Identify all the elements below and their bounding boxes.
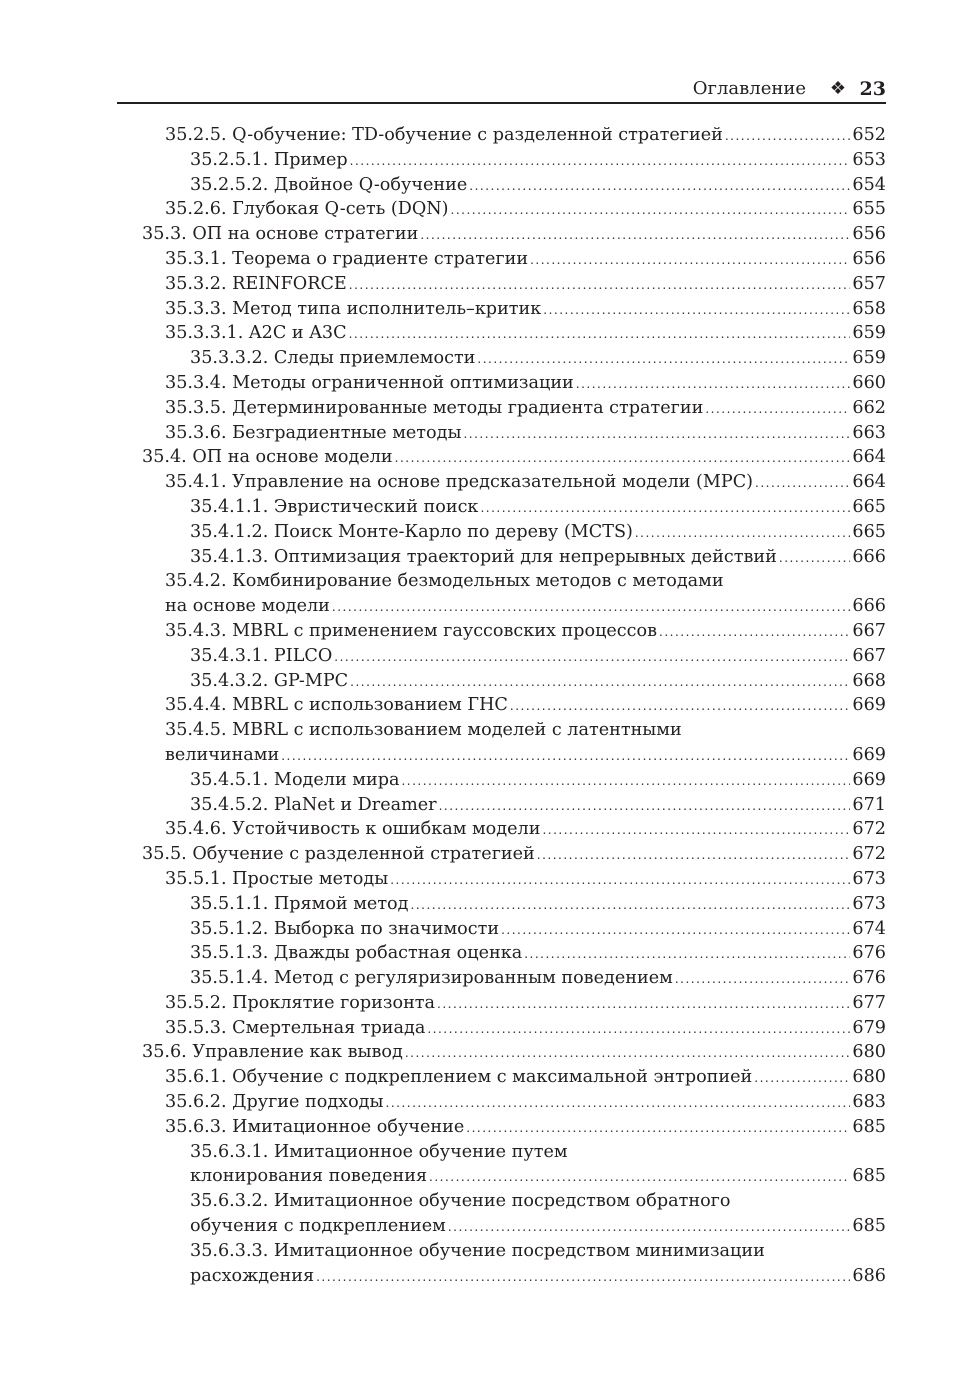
toc-entry-page: 655 — [852, 199, 886, 220]
toc-entry-title: 35.3.5. Детерминированные методы градиента стратегии — [165, 396, 705, 421]
toc-entry-page: 669 — [852, 695, 886, 716]
toc-entry-title: 35.3. ОП на основе стратегии — [142, 222, 420, 247]
toc-entry — [142, 545, 886, 570]
toc-entry-page: 680 — [852, 1042, 886, 1063]
toc-entry-title: 35.4.3.2. GP-MPC — [190, 669, 350, 694]
toc-entry-line — [165, 123, 886, 149]
toc-entry-page: 652 — [852, 125, 886, 145]
toc-entry-title: 35.5.1. Простые методы — [165, 867, 390, 892]
toc-entry-title: 35.6.3.3. Имитационное обучение посредством минимизации — [190, 1240, 765, 1261]
toc-entry-page: 660 — [852, 372, 886, 393]
toc-entry-page: 659 — [852, 348, 886, 369]
toc-entry-page: 672 — [852, 819, 886, 840]
toc-entry-line — [190, 148, 886, 174]
toc-entry — [142, 321, 886, 346]
toc-entry-title: 35.3.3.2. Следы приемлемости — [190, 346, 477, 371]
toc-entry-page: 672 — [852, 844, 886, 865]
toc-entry-title: 35.3.4. Методы ограниченной оптимизации — [165, 371, 576, 396]
toc-entry-page: 656 — [852, 248, 886, 269]
toc-entry-line — [165, 297, 886, 323]
toc-entry-title: 35.4.1.1. Эвристический поиск — [190, 495, 480, 520]
running-header — [117, 76, 886, 104]
dot-leader — [427, 1017, 850, 1042]
toc-entry-line — [142, 842, 886, 868]
toc-entry-line — [165, 272, 886, 298]
toc-entry-line — [165, 1115, 886, 1141]
dot-leader — [349, 322, 851, 347]
toc-entry-line — [190, 1164, 886, 1190]
toc-entry-title: 35.5.3. Смертельная триада — [165, 1016, 427, 1041]
dot-leader — [395, 446, 851, 471]
toc-entry — [142, 1016, 886, 1041]
toc-entry-page: 676 — [852, 943, 886, 964]
dot-leader — [316, 1265, 850, 1290]
toc-entry-line — [165, 743, 886, 769]
toc-entry-line — [165, 1090, 886, 1116]
toc-entry — [142, 272, 886, 297]
toc-entry-page: 666 — [852, 546, 886, 567]
toc-entry — [142, 644, 886, 669]
toc-entry — [142, 768, 886, 793]
dot-leader — [466, 1116, 850, 1141]
toc-entry — [142, 941, 886, 966]
dot-leader — [754, 1066, 850, 1091]
toc-entry-line — [190, 917, 886, 943]
dot-leader — [439, 794, 851, 819]
ornament-diamond-icon: ❖ — [829, 78, 846, 99]
toc-entry — [142, 1040, 886, 1065]
toc-entry-title: 35.6.3.2. Имитационное обучение посредством обратного — [190, 1191, 731, 1212]
toc-entry-line — [190, 941, 886, 967]
dot-leader — [659, 620, 850, 645]
toc-entry — [142, 1115, 886, 1140]
toc-entry-page: 673 — [852, 868, 886, 889]
toc-entry — [142, 569, 886, 619]
dot-leader — [675, 967, 851, 992]
toc-entry-line — [165, 470, 886, 496]
toc-entry — [142, 421, 886, 446]
toc-entry — [142, 297, 886, 322]
toc-entry-line — [165, 867, 886, 893]
toc-entry-page: 669 — [852, 769, 886, 790]
dot-leader — [448, 1215, 851, 1240]
toc-entry-line — [190, 545, 886, 571]
toc-entry — [142, 817, 886, 842]
toc-entry-page: 667 — [852, 645, 886, 666]
toc-entry-line — [165, 247, 886, 273]
toc-entry — [142, 991, 886, 1016]
toc-entry — [142, 966, 886, 991]
toc-entry-title: 35.3.6. Безградиентные методы — [165, 421, 463, 446]
toc-entry — [142, 396, 886, 421]
toc-entry-page: 667 — [852, 620, 886, 641]
toc-entry-page: 676 — [852, 968, 886, 989]
toc-entry-title: 35.6.3. Имитационное обучение — [165, 1115, 466, 1140]
toc-entry-line — [142, 1040, 886, 1066]
dot-leader — [390, 868, 850, 893]
toc-entry-title: обучения с подкреплением — [190, 1214, 448, 1239]
toc-entry-title: 35.3.3. Метод типа исполнитель–критик — [165, 297, 543, 322]
dot-leader — [332, 595, 850, 620]
dot-leader — [477, 347, 850, 372]
dot-leader — [405, 1041, 851, 1066]
dot-leader — [510, 694, 851, 719]
toc-entry-page: 665 — [852, 521, 886, 542]
toc-entry-title: 35.5.1.1. Прямой метод — [190, 892, 411, 917]
toc-entry — [142, 123, 886, 148]
toc-entry-title: расхождения — [190, 1264, 316, 1289]
toc-entry-line — [165, 421, 886, 447]
toc-entry-title: 35.6.3.1. Имитационное обучение путем — [190, 1141, 568, 1162]
toc-entry-title: 35.5.1.2. Выборка по значимости — [190, 917, 501, 942]
toc-entry-title: 35.6.1. Обучение с подкреплением с максимальной энтропией — [165, 1065, 754, 1090]
toc-entry-line — [190, 892, 886, 918]
toc-entry — [142, 222, 886, 247]
toc-entry-title: 35.4.5. MBRL с использованием моделей с латентными — [165, 720, 682, 741]
toc-entry-line — [165, 693, 886, 719]
toc-entry — [142, 148, 886, 173]
toc-entry-line — [190, 1264, 886, 1290]
toc-entry-title: 35.5.1.3. Дважды робастная оценка — [190, 941, 524, 966]
toc-entry-line — [190, 346, 886, 372]
toc-entry — [142, 247, 886, 272]
toc-entry-line — [165, 619, 886, 645]
dot-leader — [543, 298, 850, 323]
toc-entry-title: 35.4.3. MBRL с применением гауссовских процессов — [165, 619, 659, 644]
dot-leader — [386, 1091, 851, 1116]
toc-entry-title: 35.6.2. Другие подходы — [165, 1090, 386, 1115]
toc-entry — [142, 371, 886, 396]
dot-leader — [480, 496, 850, 521]
toc-entry-line — [190, 495, 886, 521]
toc-entry — [142, 470, 886, 495]
toc-entry-page: 669 — [852, 744, 886, 765]
toc-entry-page: 663 — [852, 422, 886, 443]
toc-entry-line — [190, 644, 886, 670]
toc-entry-page: 665 — [852, 496, 886, 517]
toc-entry-line — [165, 817, 886, 843]
toc-entry-title: 35.4.3.1. PILCO — [190, 644, 334, 669]
toc-entry — [142, 619, 886, 644]
dot-leader — [350, 149, 851, 174]
toc-entry — [142, 495, 886, 520]
toc-entry-title: 35.2.5.1. Пример — [190, 148, 350, 173]
toc-entry-title: величинами — [165, 743, 281, 768]
toc-entry-line — [165, 991, 886, 1017]
toc-entry-page: 685 — [852, 1166, 886, 1187]
dot-leader — [281, 744, 850, 769]
toc-entry-title: на основе модели — [165, 594, 332, 619]
toc-entry-line — [190, 669, 886, 695]
toc-entry-title: 35.4.4. MBRL с использованием ГНС — [165, 693, 510, 718]
toc-entry-page: 656 — [852, 224, 886, 245]
toc-entry — [142, 917, 886, 942]
running-header-title: Оглавление — [692, 78, 806, 99]
toc-entry — [142, 892, 886, 917]
toc-entry-line — [190, 1214, 886, 1240]
dot-leader — [411, 893, 851, 918]
dot-leader — [350, 670, 850, 695]
toc-entry — [142, 842, 886, 867]
dot-leader — [469, 174, 850, 199]
toc-entry-page: 679 — [852, 1017, 886, 1038]
toc-entry-title: 35.6. Управление как вывод — [142, 1040, 405, 1065]
toc-entry-page: 654 — [852, 174, 886, 195]
table-of-contents — [142, 123, 886, 1288]
dot-leader — [779, 546, 851, 571]
dot-leader — [530, 248, 850, 273]
toc-entry-line — [190, 768, 886, 794]
dot-leader — [451, 198, 851, 223]
toc-entry-line — [190, 520, 886, 546]
toc-entry-title: 35.5. Обучение с разделенной стратегией — [142, 842, 537, 867]
toc-entry-line — [142, 445, 886, 471]
dot-leader — [542, 818, 850, 843]
toc-entry-page: 673 — [852, 893, 886, 914]
toc-entry-page: 657 — [852, 273, 886, 294]
toc-entry — [142, 1189, 886, 1239]
toc-entry — [142, 669, 886, 694]
toc-entry-title: 35.3.3.1. A2C и A3C — [165, 321, 349, 346]
toc-entry-page: 671 — [852, 794, 886, 815]
toc-entry — [142, 793, 886, 818]
toc-entry-page: 683 — [852, 1092, 886, 1113]
dot-leader — [420, 223, 850, 248]
toc-entry-title: 35.4.5.1. Модели мира — [190, 768, 401, 793]
toc-entry-title: 35.5.1.4. Метод с регуляризированным поведением — [190, 966, 675, 991]
toc-entry — [142, 718, 886, 768]
toc-entry-title: 35.5.2. Проклятие горизонта — [165, 991, 437, 1016]
toc-entry — [142, 197, 886, 222]
dot-leader — [501, 918, 850, 943]
toc-entry-line — [165, 594, 886, 620]
toc-entry-line — [165, 197, 886, 223]
toc-entry-page: 668 — [852, 670, 886, 691]
dot-leader — [635, 521, 851, 546]
toc-entry-title: 35.2.5. Q-обучение: TD-обучение с разделенной стратегией — [165, 123, 725, 148]
dot-leader — [705, 397, 850, 422]
toc-entry — [142, 1065, 886, 1090]
dot-leader — [349, 273, 851, 298]
page-number: 23 — [859, 78, 886, 100]
toc-entry — [142, 173, 886, 198]
toc-entry-page: 685 — [852, 1116, 886, 1137]
toc-entry — [142, 520, 886, 545]
toc-entry-line — [142, 222, 886, 248]
toc-entry-title: 35.4.1.2. Поиск Монте-Карло по дереву (MCTS) — [190, 520, 635, 545]
toc-entry-title: 35.4.1. Управление на основе предсказательной модели (MPC) — [165, 470, 755, 495]
toc-entry — [142, 1239, 886, 1289]
toc-entry-page: 659 — [852, 323, 886, 344]
toc-entry-page: 677 — [852, 992, 886, 1013]
toc-entry-page: 666 — [852, 596, 886, 617]
toc-entry-page: 664 — [852, 472, 886, 493]
toc-entry-line — [165, 1065, 886, 1091]
toc-entry-title: 35.2.6. Глубокая Q-сеть (DQN) — [165, 197, 451, 222]
dot-leader — [755, 471, 850, 496]
dot-leader — [401, 769, 850, 794]
toc-entry — [142, 867, 886, 892]
toc-entry-line — [165, 396, 886, 422]
dot-leader — [576, 372, 851, 397]
toc-entry-line — [165, 321, 886, 347]
dot-leader — [463, 422, 850, 447]
toc-entry-line — [190, 793, 886, 819]
dot-leader — [334, 645, 850, 670]
toc-entry-title: 35.4.1.3. Оптимизация траекторий для непрерывных действий — [190, 545, 779, 570]
toc-entry-title: 35.3.2. REINFORCE — [165, 272, 349, 297]
dot-leader — [437, 992, 850, 1017]
toc-entry-title: клонирования поведения — [190, 1164, 429, 1189]
toc-entry — [142, 1090, 886, 1115]
toc-entry-title: 35.4.6. Устойчивость к ошибкам модели — [165, 817, 542, 842]
dot-leader — [537, 843, 851, 868]
toc-entry-page: 674 — [852, 918, 886, 939]
toc-entry-title: 35.2.5.2. Двойное Q-обучение — [190, 173, 469, 198]
toc-entry-title: 35.3.1. Теорема о градиенте стратегии — [165, 247, 530, 272]
toc-entry-line — [190, 173, 886, 199]
dot-leader — [725, 124, 851, 149]
toc-entry-page: 653 — [852, 149, 886, 170]
toc-entry-title: 35.4. ОП на основе модели — [142, 445, 395, 470]
toc-entry — [142, 693, 886, 718]
toc-entry-line — [165, 1016, 886, 1042]
toc-entry-line — [190, 966, 886, 992]
toc-entry-page: 685 — [852, 1216, 886, 1237]
toc-entry — [142, 445, 886, 470]
toc-entry-page: 664 — [852, 447, 886, 468]
dot-leader — [429, 1165, 850, 1190]
toc-entry-title: 35.4.2. Комбинирование безмодельных методов с методами — [165, 571, 724, 592]
toc-entry — [142, 346, 886, 371]
toc-entry-page: 686 — [852, 1265, 886, 1286]
toc-entry-page: 680 — [852, 1067, 886, 1088]
toc-entry-page: 662 — [852, 397, 886, 418]
dot-leader — [524, 942, 850, 967]
toc-entry — [142, 1140, 886, 1190]
toc-entry-line — [165, 371, 886, 397]
toc-entry-title: 35.4.5.2. PlaNet и Dreamer — [190, 793, 439, 818]
toc-entry-page: 658 — [852, 298, 886, 319]
